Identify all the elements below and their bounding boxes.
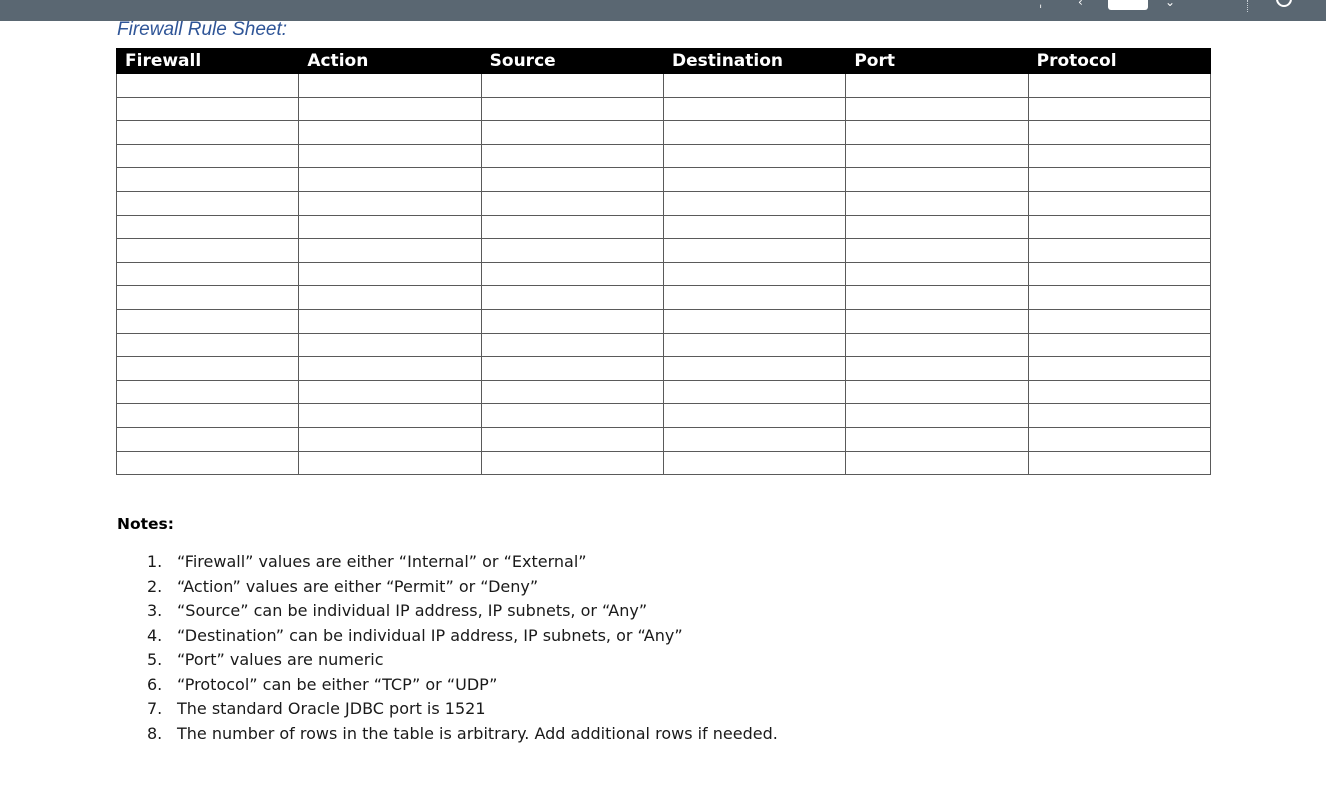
table-cell[interactable]: [299, 191, 481, 215]
note-text: “Destination” can be individual IP address, IP subnets, or “Any”: [177, 625, 683, 645]
table-cell[interactable]: [846, 309, 1028, 333]
table-cell[interactable]: [1028, 239, 1210, 263]
note-number: 3.: [147, 601, 163, 620]
column-header-firewall: Firewall: [117, 49, 299, 74]
table-cell[interactable]: [663, 191, 845, 215]
table-cell[interactable]: [481, 168, 663, 192]
column-header-source: Source: [481, 49, 663, 74]
table-cell[interactable]: [299, 309, 481, 333]
left-arrow-icon[interactable]: ‹: [1078, 0, 1083, 9]
table-cell[interactable]: [1028, 97, 1210, 121]
table-cell[interactable]: [117, 427, 299, 451]
toolbar-divider: [1247, 0, 1248, 12]
column-header-action: Action: [299, 49, 481, 74]
table-row: [117, 97, 1211, 121]
table-cell[interactable]: [663, 357, 845, 381]
table-cell[interactable]: [481, 215, 663, 239]
table-cell[interactable]: [117, 451, 299, 475]
viewer-toolbar: [0, 0, 1326, 21]
column-header-port: Port: [846, 49, 1028, 74]
column-header-protocol: Protocol: [1028, 49, 1210, 74]
table-cell[interactable]: [846, 286, 1028, 310]
column-header-destination: Destination: [663, 49, 845, 74]
note-text: The standard Oracle JDBC port is 1521: [177, 699, 486, 718]
note-text: “Port” values are numeric: [177, 650, 384, 669]
table-cell[interactable]: [481, 357, 663, 381]
table-cell[interactable]: [299, 380, 481, 404]
note-text: “Firewall” values are either “Internal” or “External”: [177, 552, 587, 571]
table-cell[interactable]: [481, 121, 663, 145]
note-text: “Protocol” can be either “TCP” or “UDP”: [177, 674, 498, 694]
table-cell[interactable]: [663, 404, 845, 428]
sheet-title: Firewall Rule Sheet:: [117, 19, 288, 40]
table-cell[interactable]: [299, 286, 481, 310]
table-cell[interactable]: [663, 97, 845, 121]
table-cell[interactable]: [299, 144, 481, 168]
table-cell[interactable]: [481, 451, 663, 475]
table-cell[interactable]: [117, 215, 299, 239]
table-cell[interactable]: [1028, 333, 1210, 357]
table-cell[interactable]: [846, 404, 1028, 428]
table-cell[interactable]: [846, 380, 1028, 404]
table-cell[interactable]: [481, 427, 663, 451]
table-cell[interactable]: [846, 97, 1028, 121]
table-row: [117, 262, 1211, 286]
table-cell[interactable]: [481, 191, 663, 215]
page-number-input[interactable]: [1108, 0, 1148, 10]
table-cell[interactable]: [1028, 168, 1210, 192]
table-row: [117, 121, 1211, 145]
firewall-rule-table: [116, 48, 1211, 475]
note-number: 2.: [147, 576, 163, 596]
table-cell[interactable]: [299, 239, 481, 263]
table-cell[interactable]: [1028, 215, 1210, 239]
note-number: 6.: [147, 674, 163, 694]
table-cell[interactable]: [299, 121, 481, 145]
table-row: [117, 404, 1211, 428]
table-cell[interactable]: [299, 333, 481, 357]
table-cell[interactable]: [846, 333, 1028, 357]
table-cell[interactable]: [846, 357, 1028, 381]
table-cell[interactable]: [481, 404, 663, 428]
table-row: [117, 144, 1211, 168]
note-text: “Action” values are either “Permit” or “Deny”: [177, 576, 539, 596]
table-cell[interactable]: [846, 144, 1028, 168]
table-cell[interactable]: [1028, 74, 1210, 98]
table-cell[interactable]: [663, 309, 845, 333]
table-cell[interactable]: [1028, 380, 1210, 404]
table-row: [117, 427, 1211, 451]
note-text: “Source” can be individual IP address, IP subnets, or “Any”: [177, 601, 648, 620]
table-cell[interactable]: [663, 121, 845, 145]
table-cell[interactable]: [117, 333, 299, 357]
table-cell[interactable]: [846, 427, 1028, 451]
table-cell[interactable]: [846, 168, 1028, 192]
table-cell[interactable]: [663, 239, 845, 263]
table-cell[interactable]: [846, 262, 1028, 286]
table-cell[interactable]: [117, 144, 299, 168]
table-cell[interactable]: [1028, 262, 1210, 286]
table-cell[interactable]: [846, 215, 1028, 239]
table-cell[interactable]: [1028, 427, 1210, 451]
table-row: [117, 74, 1211, 98]
table-cell[interactable]: [663, 74, 845, 98]
note-text: The number of rows in the table is arbitrary. Add additional rows if needed.: [177, 723, 778, 743]
down-arrow-icon[interactable]: ⌄: [1165, 0, 1176, 9]
table-cell[interactable]: [1028, 121, 1210, 145]
table-cell[interactable]: [846, 74, 1028, 98]
table-cell[interactable]: [117, 404, 299, 428]
table-row: [117, 191, 1211, 215]
note-number: 8.: [147, 723, 163, 743]
table-cell[interactable]: [663, 262, 845, 286]
table-cell[interactable]: [117, 74, 299, 98]
table-cell[interactable]: [299, 168, 481, 192]
table-row: [117, 357, 1211, 381]
table-cell[interactable]: [117, 309, 299, 333]
table-cell[interactable]: [846, 191, 1028, 215]
circle-icon[interactable]: [1276, 0, 1292, 7]
table-cell[interactable]: [117, 191, 299, 215]
table-cell[interactable]: [299, 262, 481, 286]
note-number: 1.: [147, 552, 163, 571]
table-header-row: [117, 49, 1211, 74]
table-cell[interactable]: [846, 239, 1028, 263]
table-cell[interactable]: [1028, 404, 1210, 428]
note-number: 4.: [147, 625, 163, 645]
table-cell[interactable]: [117, 239, 299, 263]
table-cell[interactable]: [481, 74, 663, 98]
table-cell[interactable]: [481, 380, 663, 404]
notes-heading: Notes:: [117, 515, 174, 533]
table-cell[interactable]: [663, 215, 845, 239]
table-cell[interactable]: [117, 286, 299, 310]
table-cell[interactable]: [663, 144, 845, 168]
table-cell[interactable]: [663, 427, 845, 451]
table-cell[interactable]: [846, 121, 1028, 145]
table-cell[interactable]: [299, 451, 481, 475]
table-row: [117, 215, 1211, 239]
table-row: [117, 168, 1211, 192]
table-cell[interactable]: [1028, 309, 1210, 333]
table-cell[interactable]: [117, 380, 299, 404]
table-cell[interactable]: [299, 404, 481, 428]
table-row: [117, 239, 1211, 263]
table-cell[interactable]: [1028, 451, 1210, 475]
table-cell[interactable]: [846, 451, 1028, 475]
table-cell[interactable]: [481, 333, 663, 357]
table-row: [117, 333, 1211, 357]
table-cell[interactable]: [481, 309, 663, 333]
table-row: [117, 309, 1211, 333]
table-cell[interactable]: [481, 262, 663, 286]
table-cell[interactable]: [1028, 191, 1210, 215]
table-cell[interactable]: [663, 380, 845, 404]
table-cell[interactable]: [1028, 357, 1210, 381]
table-cell[interactable]: [117, 168, 299, 192]
table-cell[interactable]: [663, 168, 845, 192]
table-cell[interactable]: [1028, 286, 1210, 310]
table-cell[interactable]: [663, 333, 845, 357]
table-cell[interactable]: [299, 215, 481, 239]
table-row: [117, 380, 1211, 404]
table-cell[interactable]: [117, 121, 299, 145]
table-cell[interactable]: [299, 74, 481, 98]
table-cell[interactable]: [663, 286, 845, 310]
table-cell[interactable]: [481, 239, 663, 263]
table-cell[interactable]: [481, 144, 663, 168]
table-cell[interactable]: [117, 262, 299, 286]
note-number: 7.: [147, 699, 163, 718]
table-cell[interactable]: [299, 427, 481, 451]
note-number: 5.: [147, 650, 163, 669]
table-cell[interactable]: [481, 97, 663, 121]
table-cell[interactable]: [481, 286, 663, 310]
table-cell[interactable]: [299, 97, 481, 121]
table-row: [117, 451, 1211, 475]
table-cell[interactable]: [1028, 144, 1210, 168]
table-cell[interactable]: [117, 357, 299, 381]
table-body: [117, 74, 1211, 475]
table-row: [117, 286, 1211, 310]
toolbar-fragment-icon: ˌ: [1039, 0, 1043, 9]
table-cell[interactable]: [663, 451, 845, 475]
table-cell[interactable]: [299, 357, 481, 381]
table-cell[interactable]: [117, 97, 299, 121]
